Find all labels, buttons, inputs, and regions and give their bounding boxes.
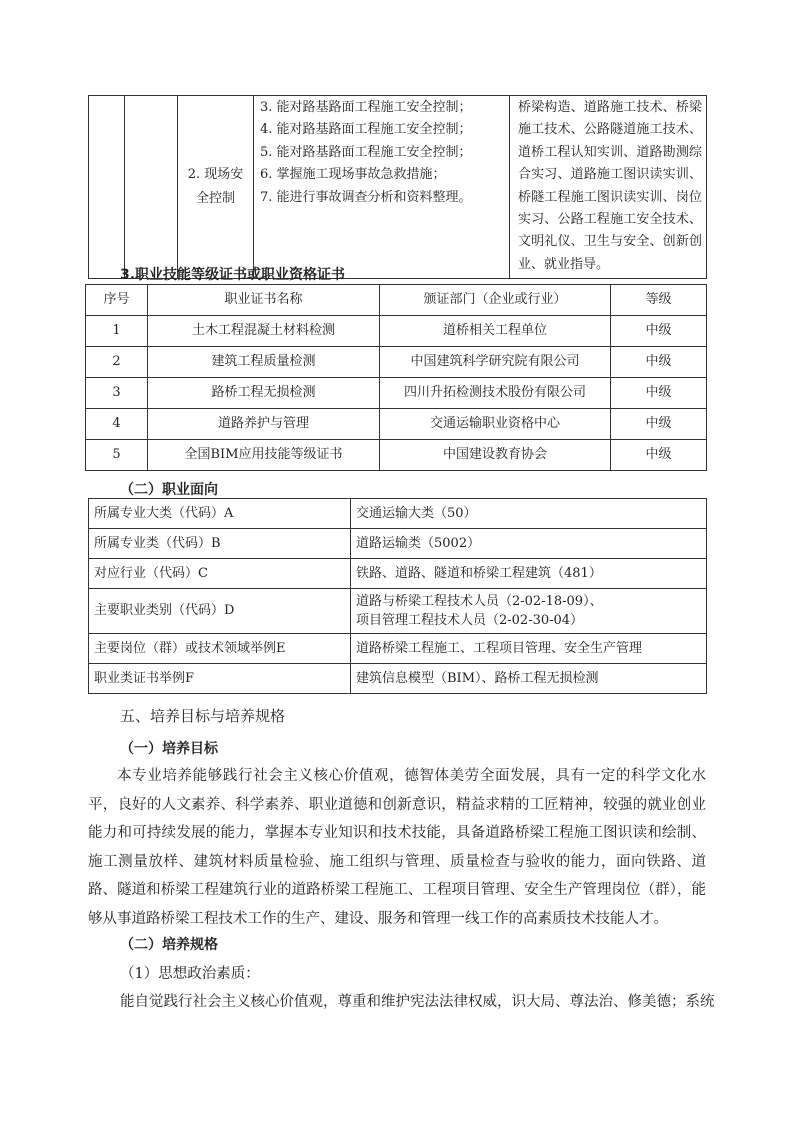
table-header-row bbox=[86, 285, 707, 316]
career-table bbox=[88, 498, 707, 694]
table-cell: 中级 bbox=[611, 316, 707, 347]
category-cell: 2. 现场安全控制 bbox=[178, 96, 254, 279]
table-row bbox=[89, 589, 707, 634]
table-cell: 5 bbox=[86, 440, 148, 471]
abilities-cell bbox=[254, 96, 510, 279]
table-cell: 道路养护与管理 bbox=[148, 409, 380, 440]
section-heading: （二）职业面向 bbox=[120, 482, 218, 498]
table-cell bbox=[125, 96, 178, 279]
competency-table bbox=[88, 95, 707, 279]
ability-item: 3. 能对路基路面工程施工安全控制； bbox=[260, 100, 472, 115]
column-header: 颁证部门（企业或行业） bbox=[380, 285, 611, 316]
section-heading: 3.职业技能等级证书或职业资格证书 bbox=[120, 267, 346, 283]
certificate-table bbox=[85, 284, 707, 471]
table-row bbox=[89, 499, 707, 529]
row-label: 主要岗位（群）或技术领域举例E bbox=[89, 634, 351, 664]
table-row bbox=[89, 634, 707, 664]
row-value: 建筑信息模型（BIM）、路桥工程无损检测 bbox=[351, 664, 707, 694]
table-cell: 中国建设教育协会 bbox=[380, 440, 611, 471]
table-row bbox=[86, 440, 707, 471]
ability-item: 4. 能对路基路面工程施工安全控制； bbox=[260, 122, 472, 138]
row-value bbox=[351, 589, 707, 634]
table-cell: 道桥相关工程单位 bbox=[380, 316, 611, 347]
row-value: 道路运输类（5002） bbox=[351, 529, 707, 559]
table-cell: 路桥工程无损检测 bbox=[148, 378, 380, 409]
row-value: 交通运输大类（50） bbox=[351, 499, 707, 529]
table-cell: 四川升拓检测技术股份有限公司 bbox=[380, 378, 611, 409]
table-cell: 1 bbox=[86, 316, 148, 347]
row-label: 所属专业大类（代码）A bbox=[89, 499, 351, 529]
table-cell: 3 bbox=[86, 378, 148, 409]
spec-item-heading: （1）思想政治素质： bbox=[120, 966, 260, 982]
courses-cell: 桥梁构造、道路施工技术、桥梁施工技术、公路隧道施工技术、道桥工程认知实训、道路勘测综合实习、道路施工图识读实训、桥隧工程施工图识读实训、岗位实习、公路工程施工安全技术、文明礼仪、卫生与安全、创新创业、就业指导。 bbox=[510, 96, 707, 279]
row-label: 所属专业类（代码）B bbox=[89, 529, 351, 559]
table-row bbox=[89, 96, 707, 279]
chapter-heading: 五、培养目标与培养规格 bbox=[120, 707, 286, 725]
table-cell: 中级 bbox=[611, 409, 707, 440]
table-row bbox=[86, 316, 707, 347]
table-row bbox=[89, 529, 707, 559]
row-label: 主要职业类别（代码）D bbox=[89, 589, 351, 634]
section-heading: （二）培养规格 bbox=[120, 937, 218, 953]
row-value: 铁路、道路、隧道和桥梁工程建筑（481） bbox=[351, 559, 707, 589]
ability-item: 5. 能对路基路面工程施工安全控制； bbox=[260, 144, 472, 160]
goal-paragraph: 本专业培养能够践行社会主义核心价值观，德智体美劳全面发展，具有一定的科学文化水平，良好的人文素养、科学素养、职业道德和创新意识，精益求精的工匠精神，较强的就业创业能力和可持续发展的能力，掌握本专业知识和技术技能，具备道路桥梁工程施工图识读和绘制、施工测量放样、建筑材料质量检验、施工组织与管理、质量检查与验收的能力，面向铁路、道路、隧道和桥梁工程建筑行业的道路桥梁工程施工、工程项目管理、安全生产管理岗位（群），能够从事道路桥梁工程技术工作的生产、建设、服务和管理一线工作的高素质技术技能人才。 bbox=[88, 768, 706, 927]
column-header: 序号 bbox=[86, 285, 148, 316]
table-row bbox=[89, 559, 707, 589]
value-line: 项目管理工程技术人员（2-02-30-04） bbox=[356, 613, 584, 628]
spec-paragraph: 能自觉践行社会主义核心价值观，尊重和维护宪法法律权威，识大局、尊法治、修美德；系统 bbox=[120, 994, 715, 1010]
table-cell: 建筑工程质量检测 bbox=[148, 347, 380, 378]
table-cell: 中级 bbox=[611, 440, 707, 471]
ability-item: 7. 能进行事故调查分析和资料整理。 bbox=[260, 189, 472, 205]
ability-item: 6. 掌握施工现场事故急救措施； bbox=[260, 167, 446, 183]
row-label: 对应行业（代码）C bbox=[89, 559, 351, 589]
table-cell: 中级 bbox=[611, 378, 707, 409]
table-cell: 2 bbox=[86, 347, 148, 378]
table-cell: 土木工程混凝土材料检测 bbox=[148, 316, 380, 347]
row-value: 道路桥梁工程施工、工程项目管理、安全生产管理 bbox=[351, 634, 707, 664]
table-cell: 中国建筑科学研究院有限公司 bbox=[380, 347, 611, 378]
value-line: 道路与桥梁工程技术人员（2-02-18-09）、 bbox=[356, 594, 603, 609]
column-header: 职业证书名称 bbox=[148, 285, 380, 316]
table-row bbox=[86, 409, 707, 440]
table-row bbox=[86, 347, 707, 378]
table-cell: 全国BIM应用技能等级证书 bbox=[148, 440, 380, 471]
table-row bbox=[86, 378, 707, 409]
row-label: 职业类证书举例F bbox=[89, 664, 351, 694]
table-cell: 交通运输职业资格中心 bbox=[380, 409, 611, 440]
table-cell bbox=[89, 96, 125, 279]
table-cell: 4 bbox=[86, 409, 148, 440]
table-cell: 中级 bbox=[611, 347, 707, 378]
section-heading: （一）培养目标 bbox=[120, 741, 218, 757]
column-header: 等级 bbox=[611, 285, 707, 316]
table-row bbox=[89, 664, 707, 694]
